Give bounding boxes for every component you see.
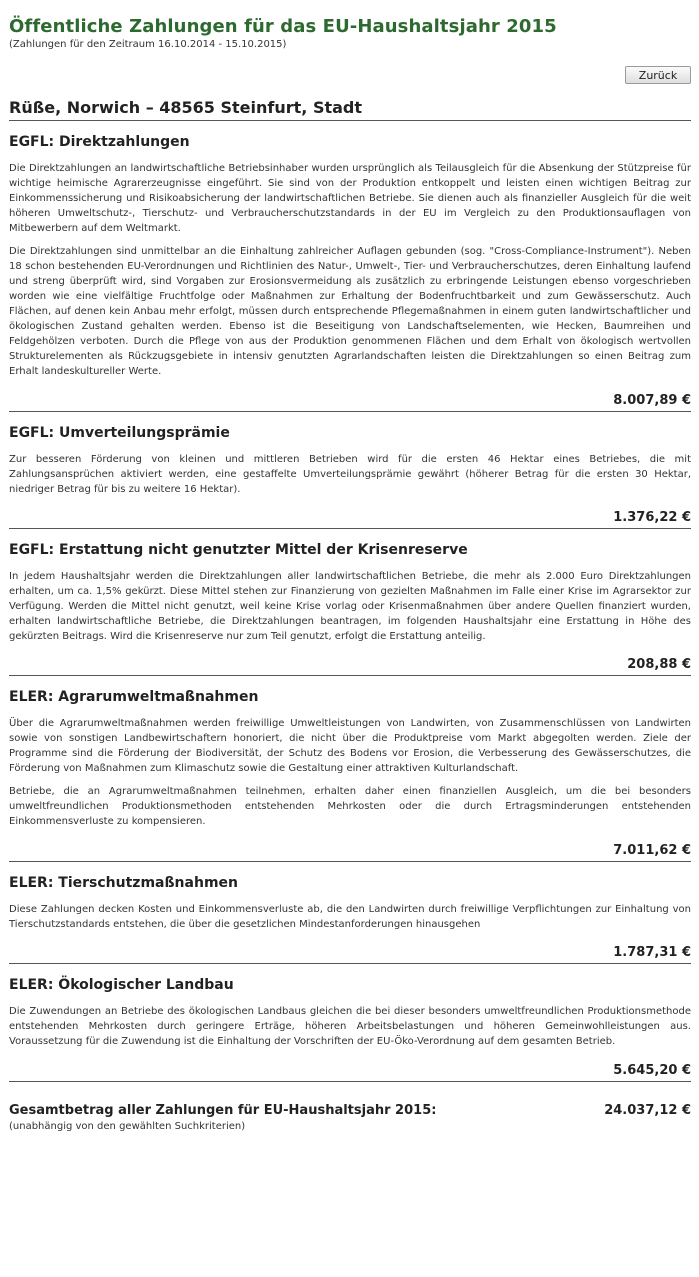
toolbar	[9, 51, 691, 81]
total-amount: 24.037,12 €	[604, 1103, 691, 1118]
total-note: (unabhängig von den gewählten Suchkriterien)	[9, 1121, 246, 1132]
section-amount: 1.376,22 €	[613, 510, 691, 525]
section-paragraph: Die Direktzahlungen sind unmittelbar an die Einhaltung zahlreicher Auflagen gebunden (sog. "Cross-Compliance-Instrument"). Neben 18 schon bestehenden EU-Verordnungen und Richtlinien des Natur-, Umwelt-, Tier- und Verbraucherschutzes, deren Einhaltung laufend und streng überprüft wird, sind Vorgaben zur Erosionsvermeidung als zusätzlich zu erbringende Leistungen ebenso vorgeschrieben worden wie eine vielfältige Fruchtfolge oder Maßnahmen zur Erhaltung der Bodenfruchtbarkeit und zum Gewässerschutz. Auch Flächen, auf denen kein Anbau mehr erfolgt, müssen durch entsprechende Pflegemaßnahmen in einem guten landwirtschaftlicher und ökologischen Zustand gehalten werden. Ebenso ist die Beseitigung von Landschaftselementen, wie Hecken, Baumreihen und Feldgehölzen verboten. Durch die Pflege von aus der Produktion genommenen Flächen und dem Erhalt von ökologisch wertvollen Strukturelementen als Rückzugsgebiete in intensiv genutzten Agrarlandschaften leisten die Direktzahlungen so einen Beitrag zum Erhalt landeskultureller Werte.	[9, 246, 691, 377]
section-tierschutzmassnahmen	[9, 862, 691, 964]
section-title: ELER: Ökologischer Landbau	[9, 977, 234, 993]
section-paragraph: Über die Agrarumweltmaßnahmen werden freiwillige Umweltleistungen von Landwirten, von Zusammenschlüssen von Landwirten sowie von sonstigen Landbewirtschaftern honoriert, die nicht über die Produktpreise vom Markt abgegolten werden. Ziele der Programme sind die Förderung der Biodiversität, der Schutz des Bodens vor Erosion, die Verbesserung des Gewässerschutzes, die Förderung von Maßnahmen zum Klimaschutz sowie die Gestaltung einer attraktiven Kulturlandschaft.	[9, 718, 691, 774]
section-amount: 1.787,31 €	[613, 945, 691, 960]
section-amount: 208,88 €	[627, 657, 691, 672]
section-paragraph: Betriebe, die an Agrarumweltmaßnahmen teilnehmen, erhalten daher einen finanziellen Ausgleich, um die bei besonders umweltfreundlichen Produktionsmethoden entstehenden Mehrkosten oder die durch Ertragsminderungen entstehenden Einkommensverluste zu kompensieren.	[9, 786, 691, 827]
section-oekologischer-landbau	[9, 964, 691, 1082]
section-amount: 5.645,20 €	[613, 1063, 691, 1078]
section-paragraph: Die Zuwendungen an Betriebe des ökologischen Landbaus gleichen die bei dieser besonders umweltfreundlichen Produktionsmethode entstehenden Mehrkosten durch geringere Erträge, höheren Arbeitsbelastungen und höheren Gemeinwohlleistungen aus. Voraussetzung für die Zuwendung ist die Einhaltung der Vorschriften der EU-Öko-Verordnung auf dem gesamten Betrieb.	[9, 1006, 691, 1047]
section-paragraph: Zur besseren Förderung von kleinen und mittleren Betrieben wird für die ersten 46 Hektar eines Betriebes, die mit Zahlungsansprüchen aktiviert werden, eine gestaffelte Umverteilungsprämie gewährt (höherer Betrag für die ersten 30 Hektar, niedriger Betrag für bis zu weitere 16 Hektar).	[9, 454, 691, 495]
section-paragraph: In jedem Haushaltsjahr werden die Direktzahlungen aller landwirtschaftlichen Betriebe, die mehr als 2.000 Euro Direktzahlungen erhalten, um ca. 1,5% gekürzt. Diese Mittel stehen zur Finanzierung von gezielten Maßnahmen im Falle einer Krise im Agrarsektor zur Verfügung. Werden die Mittel nicht genutzt, weil keine Krise vorlag oder Krisenmaßnahmen über andere Quellen finanziert wurden, erhalten landwirtschaftliche Betriebe, die Direktzahlungen beantragen, im folgenden Haushaltsjahr eine Erstattung in Höhe des gekürzten Beitrags. Wird die Krisenreserve nur zum Teil genutzt, erfolgt die Erstattung anteilig.	[9, 571, 691, 642]
total-row	[9, 1102, 691, 1120]
recipient-name: Rüße, Norwich – 48565 Steinfurt, Stadt	[9, 98, 691, 121]
section-title: EGFL: Erstattung nicht genutzter Mittel der Krisenreserve	[9, 542, 468, 558]
page-title: Öffentliche Zahlungen für das EU-Haushaltsjahr 2015	[9, 16, 557, 37]
section-krisenreserve	[9, 529, 691, 676]
section-agrarumweltmassnahmen	[9, 676, 691, 862]
section-umverteilungspraemie	[9, 412, 691, 529]
section-title: EGFL: Direktzahlungen	[9, 134, 190, 150]
total-label: Gesamtbetrag aller Zahlungen für EU-Haushaltsjahr 2015:	[9, 1103, 437, 1118]
section-paragraph: Diese Zahlungen decken Kosten und Einkommensverluste ab, die den Landwirten durch freiwillige Verpflichtungen zur Einhaltung von Tierschutzstandards entstehen, die über die gesetzlichen Mindestanforderungen hinausgehen	[9, 904, 691, 930]
section-paragraph: Die Direktzahlungen an landwirtschaftliche Betriebsinhaber wurden ursprünglich als Teilausgleich für die Absenkung der Stützpreise für wichtige heimische Agrarerzeugnisse eingeführt. Sie sind von der Produktion entkoppelt und leisten einen wichtigen Beitrag zur Einkommenssicherung und Risikoabsicherung der landwirtschaftlichen Betriebe. Sie dienen auch als finanzieller Ausgleich für die weit höheren Umweltschutz-, Tierschutz- und Verbraucherschutzstandards in der EU im Vergleich zu den Produktionsauflagen von Mitbewerbern auf dem Weltmarkt.	[9, 163, 691, 234]
section-title: EGFL: Umverteilungsprämie	[9, 425, 230, 441]
section-amount: 8.007,89 €	[613, 393, 691, 408]
payment-period: (Zahlungen für den Zeitraum 16.10.2014 - 15.10.2015)	[9, 39, 287, 50]
section-amount: 7.011,62 €	[613, 843, 691, 858]
section-title: ELER: Agrarumweltmaßnahmen	[9, 689, 259, 705]
section-title: ELER: Tierschutzmaßnahmen	[9, 875, 238, 891]
back-button[interactable]: Zurück	[625, 66, 691, 84]
section-direktzahlungen	[9, 121, 691, 412]
